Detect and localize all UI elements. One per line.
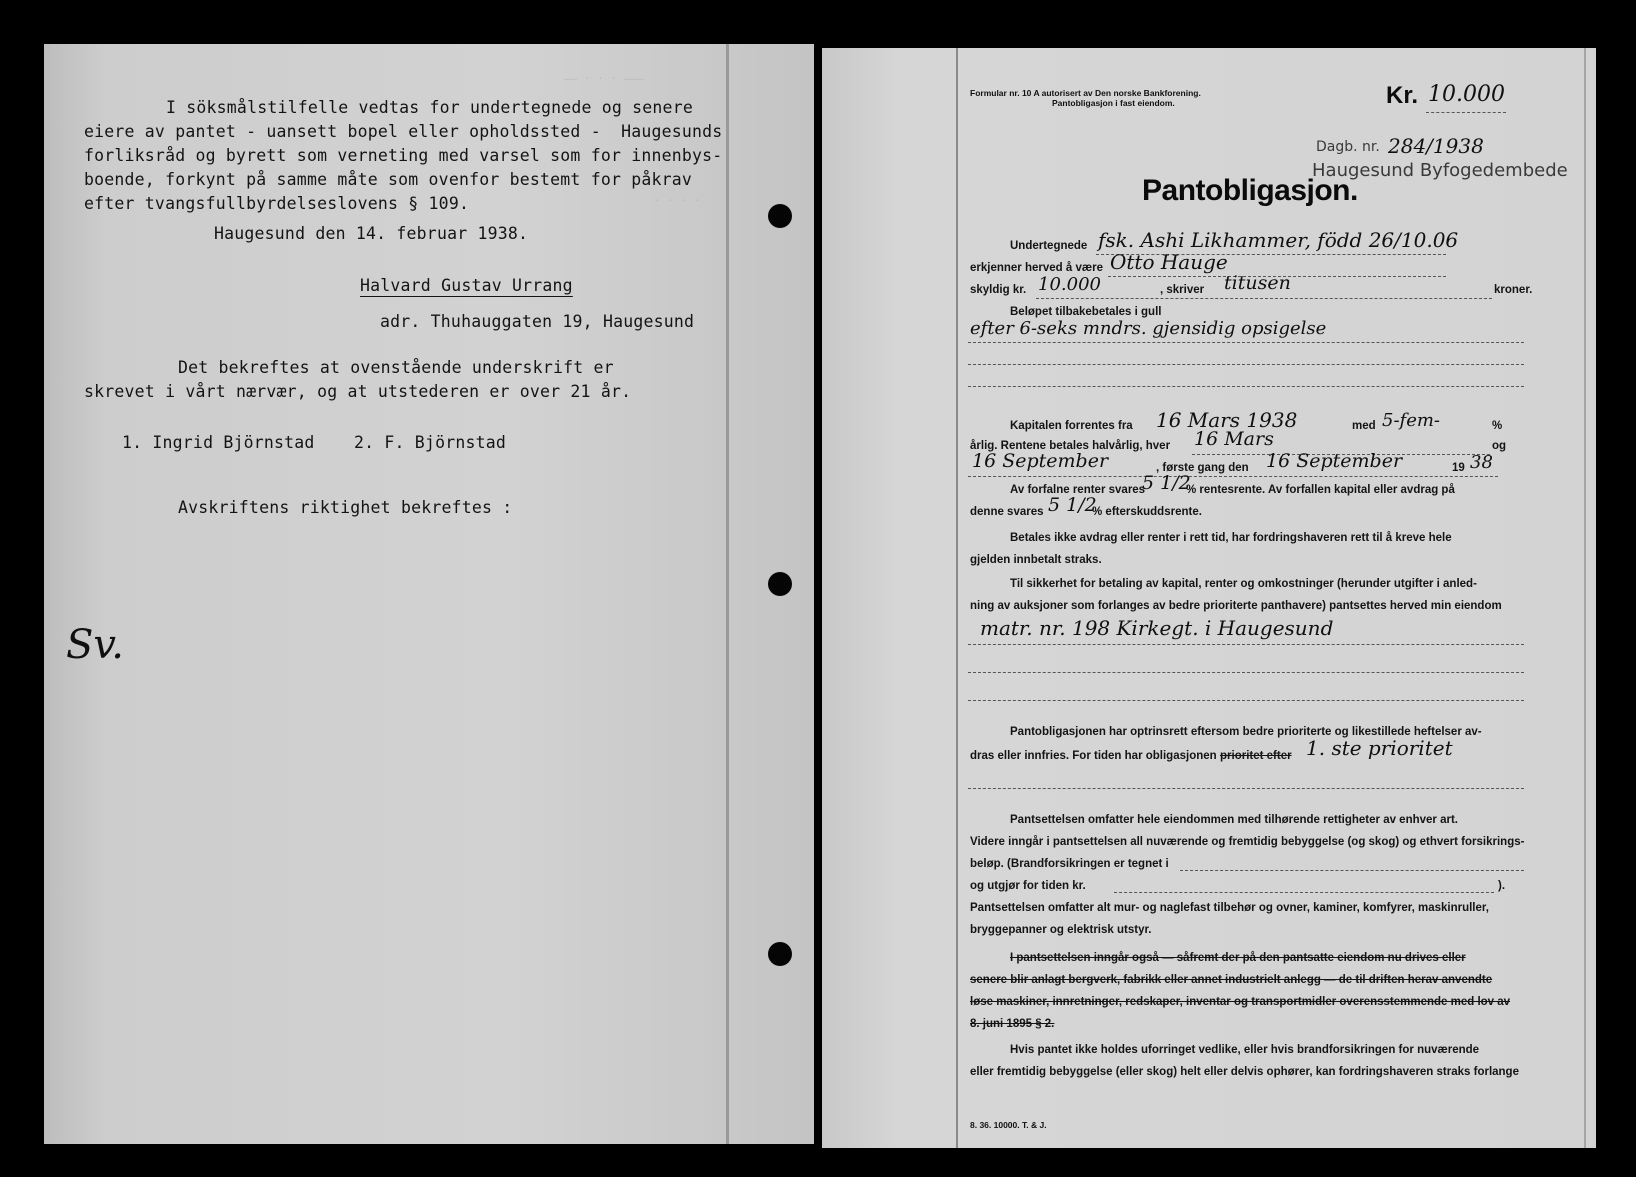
eiendom-value: matr. nr. 198 Kirkegt. i Haugesund bbox=[980, 616, 1334, 640]
witness-line-2: skrevet i vårt nærvær, og at utstederen er over 21 år. bbox=[84, 382, 632, 401]
forste-value: 16 September bbox=[1266, 450, 1403, 472]
sikkerhet-line-2: ning av auksjoner som forlanges av bedre prioriterte panthavere) pantsettes herved min eiendom bbox=[970, 600, 1502, 612]
optrinsrett-struck: prioritet efter bbox=[1220, 750, 1292, 762]
betales-line-2: gjelden innbetalt straks. bbox=[970, 554, 1102, 566]
optrinsrett-line-1: Pantobligasjonen har optrinsrett eftersom bedre prioriterte og likestillede heftelser av- bbox=[1010, 726, 1482, 738]
skriver-label: , skriver bbox=[1160, 284, 1205, 296]
rule bbox=[968, 342, 1524, 343]
paragraph-line-3: forliksråd og byrett som verneting med varsel som for innenbys- bbox=[84, 146, 723, 165]
forste-label: , første gang den bbox=[1156, 462, 1249, 474]
kr-label: Kr. bbox=[1386, 82, 1419, 109]
struck-line-1: I pantsettelsen inngår også — såfremt der på den pantsatte eiendom nu drives eller bbox=[1010, 952, 1466, 964]
belop-value: efter 6-seks mndrs. gjensidig opsigelse bbox=[970, 318, 1327, 339]
document-title: Pantobligasjon. bbox=[1142, 174, 1358, 207]
optrinsrett-line-2: dras eller innfries. For tiden har obligasjonen bbox=[970, 750, 1217, 762]
witness-line-1: Det bekreftes at ovenstående underskrift er bbox=[178, 358, 614, 377]
rule bbox=[968, 672, 1524, 673]
rule bbox=[968, 700, 1524, 701]
med-label: med bbox=[1352, 420, 1376, 432]
year-value: 38 bbox=[1470, 452, 1493, 473]
left-page bbox=[44, 44, 814, 1144]
dagb-label: Dagb. nr. bbox=[1316, 139, 1380, 155]
footer-code: 8. 36. 10000. T. & J. bbox=[970, 1120, 1047, 1130]
office-stamp: Haugesund Byfogedembede bbox=[1312, 160, 1568, 181]
year-prefix: 19 bbox=[1452, 462, 1465, 474]
binder-hole bbox=[768, 572, 792, 596]
undertegnede-label: Undertegnede bbox=[1010, 240, 1088, 252]
denne-text: % efterskuddsrente. bbox=[1092, 506, 1202, 518]
rule bbox=[1426, 112, 1506, 113]
kapitalen-label: Kapitalen forrentes fra bbox=[1010, 420, 1133, 432]
paragraph-line-4: boende, forkynt på samme måte som ovenfor bestemt for påkrav bbox=[84, 170, 693, 189]
form-note-1: Formular nr. 10 A autorisert av Den norske Bankforening. bbox=[970, 88, 1201, 98]
form-note-2: Pantobligasjon i fast eiendom. bbox=[1052, 98, 1175, 108]
rule bbox=[968, 386, 1524, 387]
erkjenner-label: erkjenner herved å være bbox=[970, 262, 1103, 274]
hvis-line-2: eller fremtidig bebyggelse (eller skog) helt eller delvis ophører, kan fordringshaveren straks forlange bbox=[970, 1066, 1519, 1078]
kapitalen-value: 16 Mars 1938 bbox=[1156, 408, 1298, 432]
signer-address: adr. Thuhauggaten 19, Haugesund bbox=[380, 312, 695, 331]
pant-line-5: Pantsettelsen omfatter alt mur- og naglefast tilbehør og ovner, kaminer, komfyrer, maskinruller, bbox=[970, 902, 1489, 914]
rule bbox=[1180, 870, 1524, 871]
med-value: 5-fem- bbox=[1382, 410, 1440, 431]
kroner-label: kroner. bbox=[1494, 284, 1533, 296]
witness-2: 2. F. Björnstad bbox=[354, 433, 507, 452]
binder-hole bbox=[768, 204, 792, 228]
skriver-value: titusen bbox=[1224, 272, 1291, 294]
percent-sign: % bbox=[1492, 420, 1503, 432]
skyldig-value: 10.000 bbox=[1038, 274, 1101, 295]
denne-value: 5 1/2 bbox=[1048, 494, 1097, 516]
erkjenner-value: Otto Hauge bbox=[1110, 250, 1228, 274]
pant-line-1: Pantsettelsen omfatter hele eiendommen med tilhørende rettigheter av enhver art. bbox=[1010, 814, 1458, 826]
forfalne-value: 5 1/2 bbox=[1142, 472, 1191, 494]
page-edge bbox=[1584, 48, 1586, 1148]
rule bbox=[968, 476, 1498, 477]
initials-signature: Sv. bbox=[66, 622, 124, 668]
page-edge bbox=[956, 48, 958, 1148]
forfalne-text: % rentesrente. Av forfallen kapital eller avdrag på bbox=[1186, 484, 1455, 496]
betales-line-1: Betales ikke avdrag eller renter i rett tid, har fordringshaveren rett til å kreve hele bbox=[1010, 532, 1452, 544]
hvis-line-1: Hvis pantet ikke holdes uforringet vedlike, eller hvis brandforsikringen for nuværende bbox=[1010, 1044, 1480, 1056]
rule bbox=[968, 364, 1524, 365]
forfalne-label: Av forfalne renter svares bbox=[1010, 484, 1146, 496]
arlig-label: årlig. Rentene betales halvårlig, hver bbox=[970, 440, 1171, 452]
kr-amount: 10.000 bbox=[1428, 82, 1505, 107]
denne-label: denne svares bbox=[970, 506, 1044, 518]
bleed-through-text: —— · · · ——— bbox=[564, 72, 644, 85]
pant-line-6: bryggepanner og elektrisk utstyr. bbox=[970, 924, 1152, 936]
prioritet-value: 1. ste prioritet bbox=[1306, 736, 1453, 760]
arlig-value: 16 Mars bbox=[1194, 428, 1274, 450]
rule bbox=[1114, 892, 1494, 893]
pant-line-4-end: ). bbox=[1498, 880, 1506, 892]
witness-1: 1. Ingrid Björnstad bbox=[122, 433, 315, 452]
pant-line-2: Videre inngår i pantsettelsen all nuværende og fremtidig bebyggelse (og skog) og ethvert forsikrings- bbox=[970, 836, 1525, 848]
right-page bbox=[822, 48, 1596, 1148]
page-fold bbox=[726, 44, 729, 1144]
paragraph-line-2: eiere av pantet - uansett bopel eller opholdssted - Haugesunds bbox=[84, 122, 723, 141]
signer-name: Halvard Gustav Urrang bbox=[360, 276, 573, 295]
bleed-through-text: · · · · bbox=[654, 194, 701, 207]
pant-line-4: og utgjør for tiden kr. bbox=[970, 880, 1086, 892]
sept-value: 16 September bbox=[972, 450, 1109, 472]
paragraph-line-1: I söksmålstilfelle vedtas for undertegnede og senere bbox=[166, 98, 693, 117]
sikkerhet-line-1: Til sikkerhet for betaling av kapital, renter og omkostninger (herunder utgifter i anled- bbox=[1010, 578, 1477, 590]
struck-line-3: løse maskiner, innretninger, redskaper, inventar og transportmidler overensstemmende med lov av bbox=[970, 996, 1511, 1008]
copy-certified: Avskriftens riktighet bekreftes : bbox=[178, 498, 513, 517]
belop-label: Beløpet tilbakebetales i gull bbox=[1010, 306, 1162, 318]
binder-hole bbox=[768, 942, 792, 966]
paragraph-line-5: efter tvangsfullbyrdelseslovens § 109. bbox=[84, 194, 470, 213]
dagb-number: 284/1938 bbox=[1388, 134, 1484, 158]
skyldig-label: skyldig kr. bbox=[970, 284, 1027, 296]
struck-line-2: senere blir anlagt bergverk, fabrikk eller annet industrielt anlegg — de til driften herav anvendte bbox=[970, 974, 1493, 986]
rule bbox=[968, 788, 1524, 789]
pant-line-3: beløp. (Brandforsikringen er tegnet i bbox=[970, 858, 1169, 870]
struck-line-4: 8. juni 1895 § 2. bbox=[970, 1018, 1055, 1030]
og-label: og bbox=[1492, 440, 1507, 452]
rule bbox=[1036, 298, 1492, 299]
rule bbox=[968, 644, 1524, 645]
place-date: Haugesund den 14. februar 1938. bbox=[214, 224, 529, 243]
undertegnede-value: fsk. Ashi Likhammer, född 26/10.06 bbox=[1098, 228, 1459, 252]
